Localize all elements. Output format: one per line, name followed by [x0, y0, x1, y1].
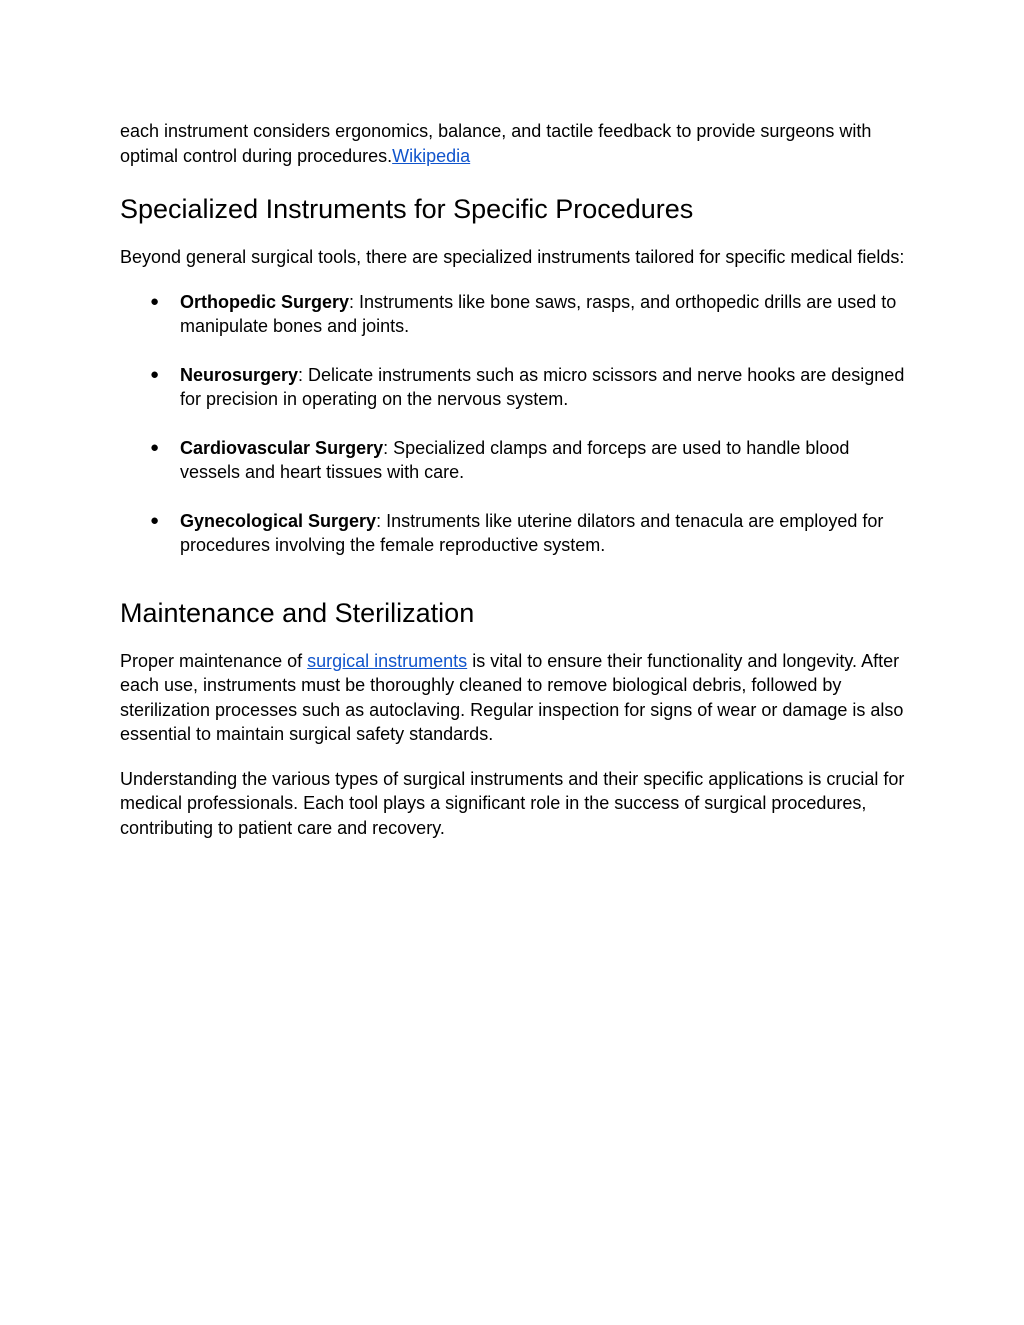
list-item-term: Gynecological Surgery [180, 510, 377, 531]
intro-paragraph [120, 119, 910, 168]
conclusion-paragraph: Understanding the various types of surgical instruments and their specific applications is crucial for medical professionals. Each tool plays a significant role in the success of surgical procedures, contributing to patient care and recovery. [120, 768, 905, 838]
list-item-term: Neurosurgery [180, 364, 299, 385]
document-page [120, 119, 910, 840]
list-item-desc: : Specialized clamps and forceps are used to handle blood vessels and heart tissues with care. [180, 437, 850, 482]
maintenance-text-before: Proper maintenance of [120, 650, 308, 671]
bullet-icon: ● [150, 511, 160, 529]
list-item-desc: : Instruments like bone saws, rasps, and orthopedic drills are used to manipulate bones and joints. [180, 291, 897, 336]
surgical-instruments-link[interactable]: surgical instruments [307, 650, 468, 671]
specialized-list [120, 290, 910, 558]
bullet-icon: ● [150, 292, 160, 310]
maintenance-text-after: is vital to ensure their functionality and longevity. After each use, instruments must be thoroughly cleaned to remove biological debris, followed by sterilization processes such as autoclaving. Regular inspection for signs of wear or damage is also essential to maintain surgical safety standards. [120, 650, 904, 744]
list-item-term: Orthopedic Surgery [180, 291, 350, 312]
specialized-intro-paragraph: Beyond general surgical tools, there are specialized instruments tailored for specific medical fields: [120, 247, 905, 267]
list-item-term: Cardiovascular Surgery [180, 437, 384, 458]
maintenance-paragraph [120, 649, 910, 747]
list-item-orthopedic [120, 290, 910, 339]
intro-text: each instrument considers ergonomics, balance, and tactile feedback to provide surgeons with optimal control during procedures. [120, 121, 872, 166]
list-item-neurosurgery [120, 363, 910, 412]
wikipedia-link[interactable]: Wikipedia [392, 145, 471, 166]
list-item-gynecological [120, 509, 910, 558]
bullet-icon: ● [150, 365, 160, 383]
bullet-icon: ● [150, 438, 160, 456]
list-item-desc: : Delicate instruments such as micro scissors and nerve hooks are designed for precision in operating on the nervous system. [180, 364, 905, 409]
section-heading-specialized: Specialized Instruments for Specific Procedures [120, 194, 694, 224]
section-heading-maintenance: Maintenance and Sterilization [120, 597, 475, 628]
list-item-cardiovascular [120, 436, 910, 485]
list-item-desc: : Instruments like uterine dilators and tenacula are employed for procedures involving the female reproductive system. [180, 510, 884, 555]
